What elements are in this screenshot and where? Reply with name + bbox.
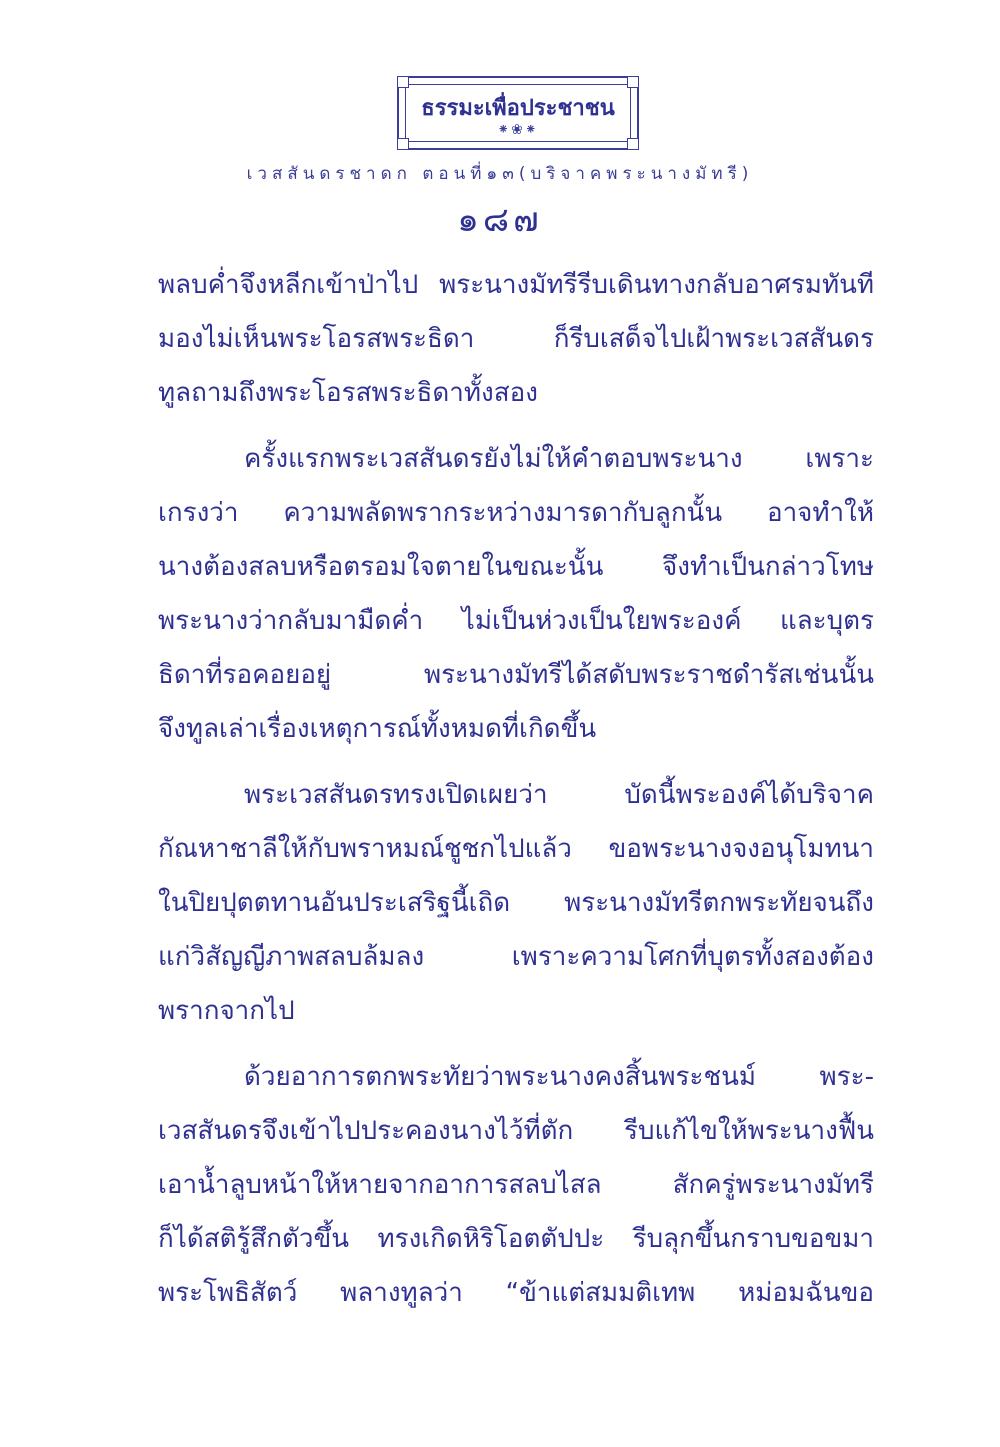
body-text: [158, 258, 874, 1320]
text-line: ก็ได้สติรู้สึกตัวขึ้น ทรงเกิดหิริโอตตัปปะ รีบลุกขึ้นกราบขอขมา: [158, 1224, 874, 1254]
text-line: กัณหาชาลีให้กับพราหมณ์ชูชกไปแล้ว ขอพระนางจงอนุโมทนา: [158, 834, 874, 864]
logo-corner-ornament: [397, 138, 409, 150]
logo: [397, 76, 639, 150]
logo-ornament: ⁕❀⁕: [497, 122, 539, 138]
text-line: จึงทูลเล่าเรื่องเหตุการณ์ทั้งหมดที่เกิดขึ้น: [158, 714, 597, 744]
logo-corner-ornament: [397, 76, 409, 88]
logo-text: ธรรมะเพื่อประชาชน: [421, 96, 615, 121]
text-line: มองไม่เห็นพระโอรสพระธิดา ก็รีบเสด็จไปเฝ้าพระเวสสันดร: [158, 324, 874, 354]
text-line: ธิดาที่รอคอยอยู่ พระนางมัทรีได้สดับพระราชดำรัสเช่นนั้น: [158, 660, 874, 690]
text-line: ครั้งแรกพระเวสสันดรยังไม่ให้คำตอบพระนาง เพราะ: [244, 444, 874, 474]
text-line: พระเวสสันดรทรงเปิดเผยว่า บัดนี้พระองค์ได้บริจาค: [244, 780, 874, 810]
chapter-subtitle: เวสสันดรชาดก ตอนที่๑๓(บริจาคพระนางมัทรี): [246, 164, 754, 184]
text-line: พลบค่ำจึงหลีกเข้าป่าไป พระนางมัทรีรีบเดินทางกลับอาศรมทันที: [158, 270, 874, 300]
text-line: นางต้องสลบหรือตรอมใจตายในขณะนั้น จึงทำเป็นกล่าวโทษ: [158, 552, 874, 582]
logo-corner-ornament: [627, 138, 639, 150]
page-number: ๑๘๗: [457, 200, 543, 240]
text-line: ในปิยปุตตทานอันประเสริฐนี้เถิด พระนางมัทรีตกพระทัยจนถึง: [158, 888, 874, 918]
logo-corner-ornament: [627, 76, 639, 88]
text-line: เกรงว่า ความพลัดพรากระหว่างมารดากับลูกนั้น อาจทำให้: [158, 498, 874, 528]
text-line: พระโพธิสัตว์ พลางทูลว่า “ข้าแต่สมมติเทพ หม่อมฉันขอ: [158, 1278, 874, 1308]
text-line: ทูลถามถึงพระโอรสพระธิดาทั้งสอง: [158, 378, 538, 408]
text-line: เวสสันดรจึงเข้าไปประคองนางไว้ที่ตัก รีบแก้ไขให้พระนางฟื้น: [158, 1116, 874, 1146]
text-line: พระนางว่ากลับมามืดค่ำ ไม่เป็นห่วงเป็นใยพระองค์ และบุตร: [158, 606, 874, 636]
text-line: แก่วิสัญญีภาพสลบล้มลง เพราะความโศกที่บุตรทั้งสองต้อง: [158, 942, 874, 972]
text-line: เอาน้ำลูบหน้าให้หายจากอาการสลบไสล สักครู่พระนางมัทรี: [158, 1170, 874, 1200]
text-line: พรากจากไป: [158, 996, 295, 1026]
text-line: ด้วยอาการตกพระทัยว่าพระนางคงสิ้นพระชนม์ พระ-: [244, 1062, 874, 1092]
